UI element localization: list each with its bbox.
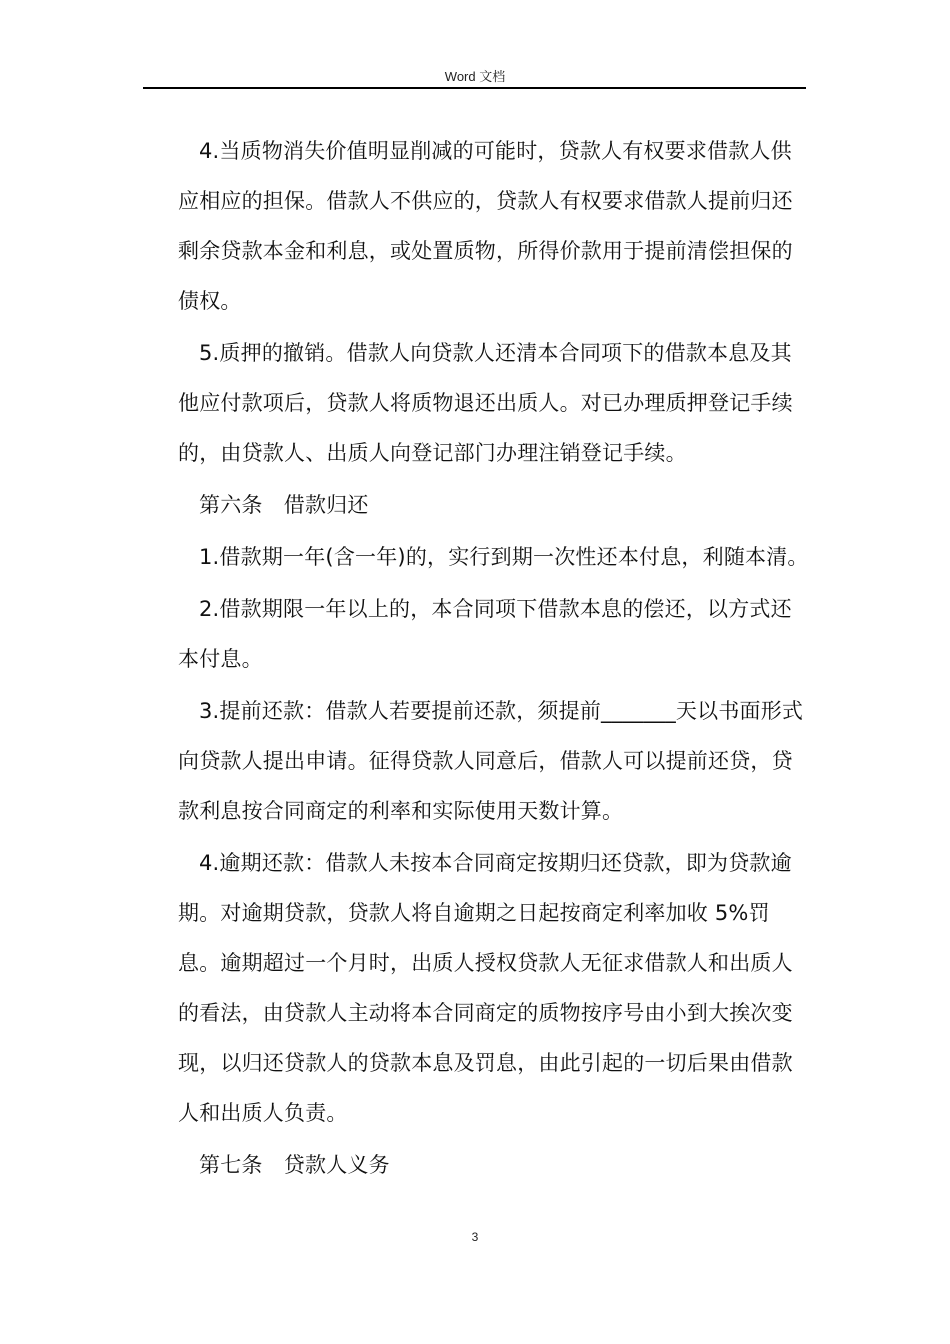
paragraph-repayment-2: 2.借款期限一年以上的，本合同项下借款本息的偿还，以方式还本付息。 (178, 597, 792, 671)
paragraph-early-repayment: 3.提前还款：借款人若要提前还款，须提前_______天以书面形式向贷款人提出申请。征得贷款人同意后，借款人可以提前还贷，贷款利息按合同商定的利率和实际使用天数计算。 (178, 699, 804, 823)
document-body (178, 126, 810, 1192)
header-title: Word 文档 (444, 69, 506, 84)
paragraph-overdue-repayment: 4.逾期还款：借款人未按本合同商定按期归还贷款，即为贷款逾期。对逾期贷款，贷款人将自逾期之日起按商定利率加收 5%罚息。逾期超过一个月时，出质人授权贷款人无征求借款人和出质人的看法，由贷款人主动将本合同商定的质物按序号由小到大挨次变现，以归还贷款人的贷款本息及罚息，由此引起的一切后果由借款人和出质人负责。 (178, 851, 793, 1125)
section-heading-article-6: 第六条 借款归还 (199, 493, 369, 517)
paragraph-repayment-1: 1.借款期一年(含一年)的，实行到期一次性还本付息，利随本清。 (199, 545, 809, 569)
paragraph-pledge-guarantee: 4.当质物消失价值明显削减的可能时，贷款人有权要求借款人供应相应的担保。借款人不供应的，贷款人有权要求借款人提前归还剩余贷款本金和利息，或处置质物，所得价款用于提前清偿担保的债权。 (178, 139, 793, 313)
section-heading-article-7: 第七条 贷款人义务 (199, 1153, 390, 1177)
header-divider (143, 87, 806, 89)
paragraph-pledge-revocation: 5.质押的撤销。借款人向贷款人还清本合同项下的借款本息及其他应付款项后，贷款人将质物退还出质人。对已办理质押登记手续的，由贷款人、出质人向登记部门办理注销登记手续。 (178, 341, 793, 465)
page-number: 3 (471, 1230, 479, 1244)
